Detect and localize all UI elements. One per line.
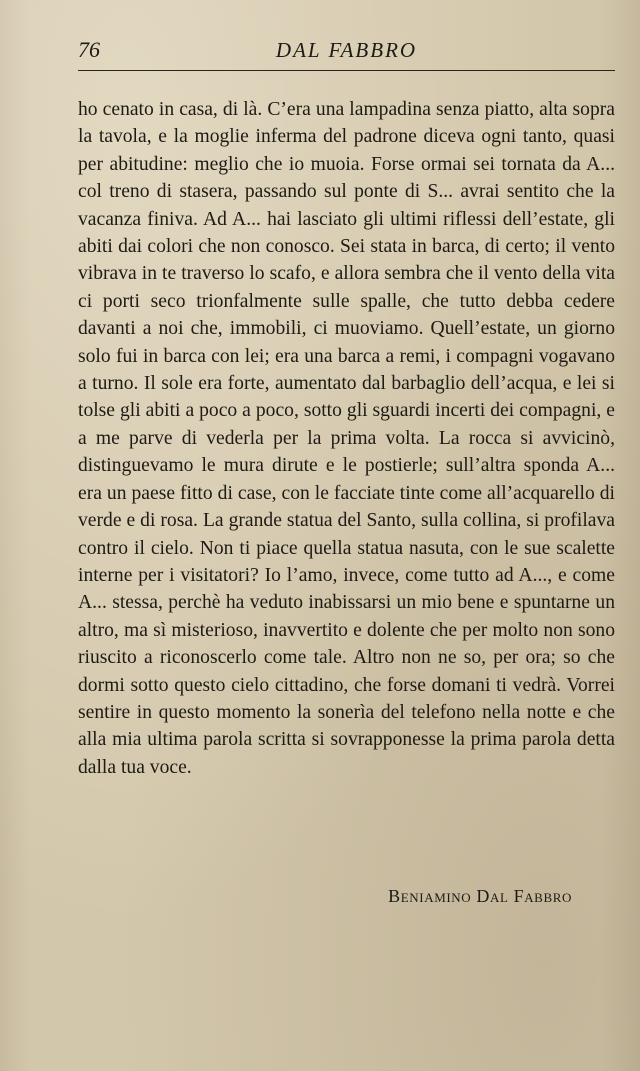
page-number: 76 — [78, 37, 100, 62]
running-title: DAL FABBRO — [275, 38, 418, 62]
author-signature: Beniamino Dal Fabbro — [388, 886, 572, 906]
running-head — [78, 36, 615, 70]
body-paragraph: ho cenato in casa, di là. C’era una lampadina senza piatto, alta sopra la tavola, e la moglie inferma del padrone diceva ogni tanto, quasi per abitudine: meglio che io muoia. Forse ormai sei tornata da A... col treno di stasera, passando sul ponte di S... avrai sentito che la vacanza finiva. Ad A... hai lasciato gli ultimi riflessi dell’estate, gli abiti dai colori che non conosco. Sei stata in barca, di certo; il vento vibrava in te traverso lo scafo, e allora sembra che il vento della vita ci porti seco trionfalmente sulle spalle, che tutto debba cedere davanti a noi che, immobili, ci muoviamo. Quell’estate, un giorno solo fui in barca con lei; era una barca a remi, i compagni vogavano a turno. Il sole era forte, aumentato dal barbaglio dell’acqua, e lei si tolse gli abiti a poco a poco, sotto gli sguardi incerti dei compagni, e a me parve di vederla per la prima volta. La rocca si avvicinò, distinguevamo le mura dirute e le postierle; sull’altra sponda A... era un paese fitto di case, con le facciate tinte come all’acquarello di verde e di rosa. La grande statua del Santo, sulla collina, si profilava contro il cielo. Non ti piace quella statua nasuta, con le sue scalette interne per i visitatori? Io l’amo, invece, come tutto ad A..., e come A... stessa, perchè ha veduto inabissarsi un mio bene e spuntarne un altro, ma sì misterioso, inavvertito e dolente che per molto non sono riuscito a riconoscerlo come tale. Altro non ne so, per ora; so che dormi sotto questo cielo cittadino, che forse domani ti vedrà. Vorrei sentire in questo momento la sonerìa del telefono nella notte e che alla mia ultima parola scritta si sovrapponesse la prima parola detta dalla tua voce. — [78, 99, 615, 778]
header-rule — [78, 70, 615, 71]
